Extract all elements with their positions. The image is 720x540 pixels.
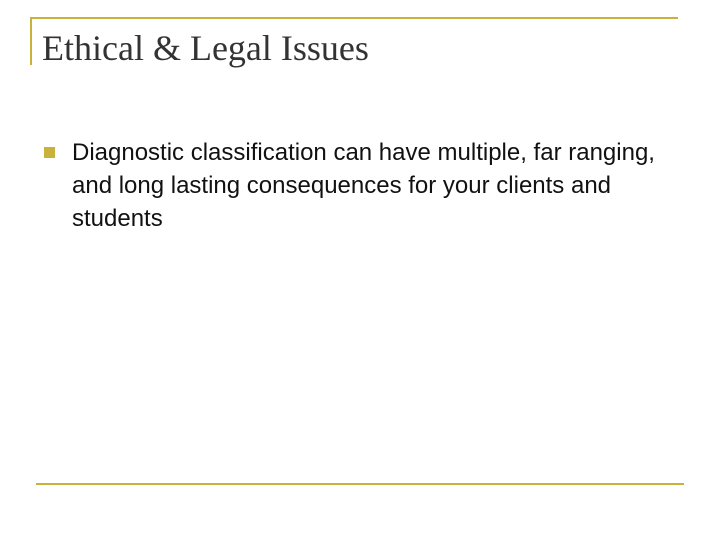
top-rule — [30, 17, 678, 19]
square-bullet-icon — [44, 147, 55, 158]
bullet-list — [42, 136, 662, 235]
bottom-rule — [36, 483, 684, 485]
bullet-item — [42, 136, 662, 235]
left-rule — [30, 17, 32, 65]
slide-title: Ethical & Legal Issues — [42, 28, 369, 68]
bullet-text: Diagnostic classification can have multiple, far ranging, and long lasting consequences for your clients and students — [72, 139, 655, 232]
